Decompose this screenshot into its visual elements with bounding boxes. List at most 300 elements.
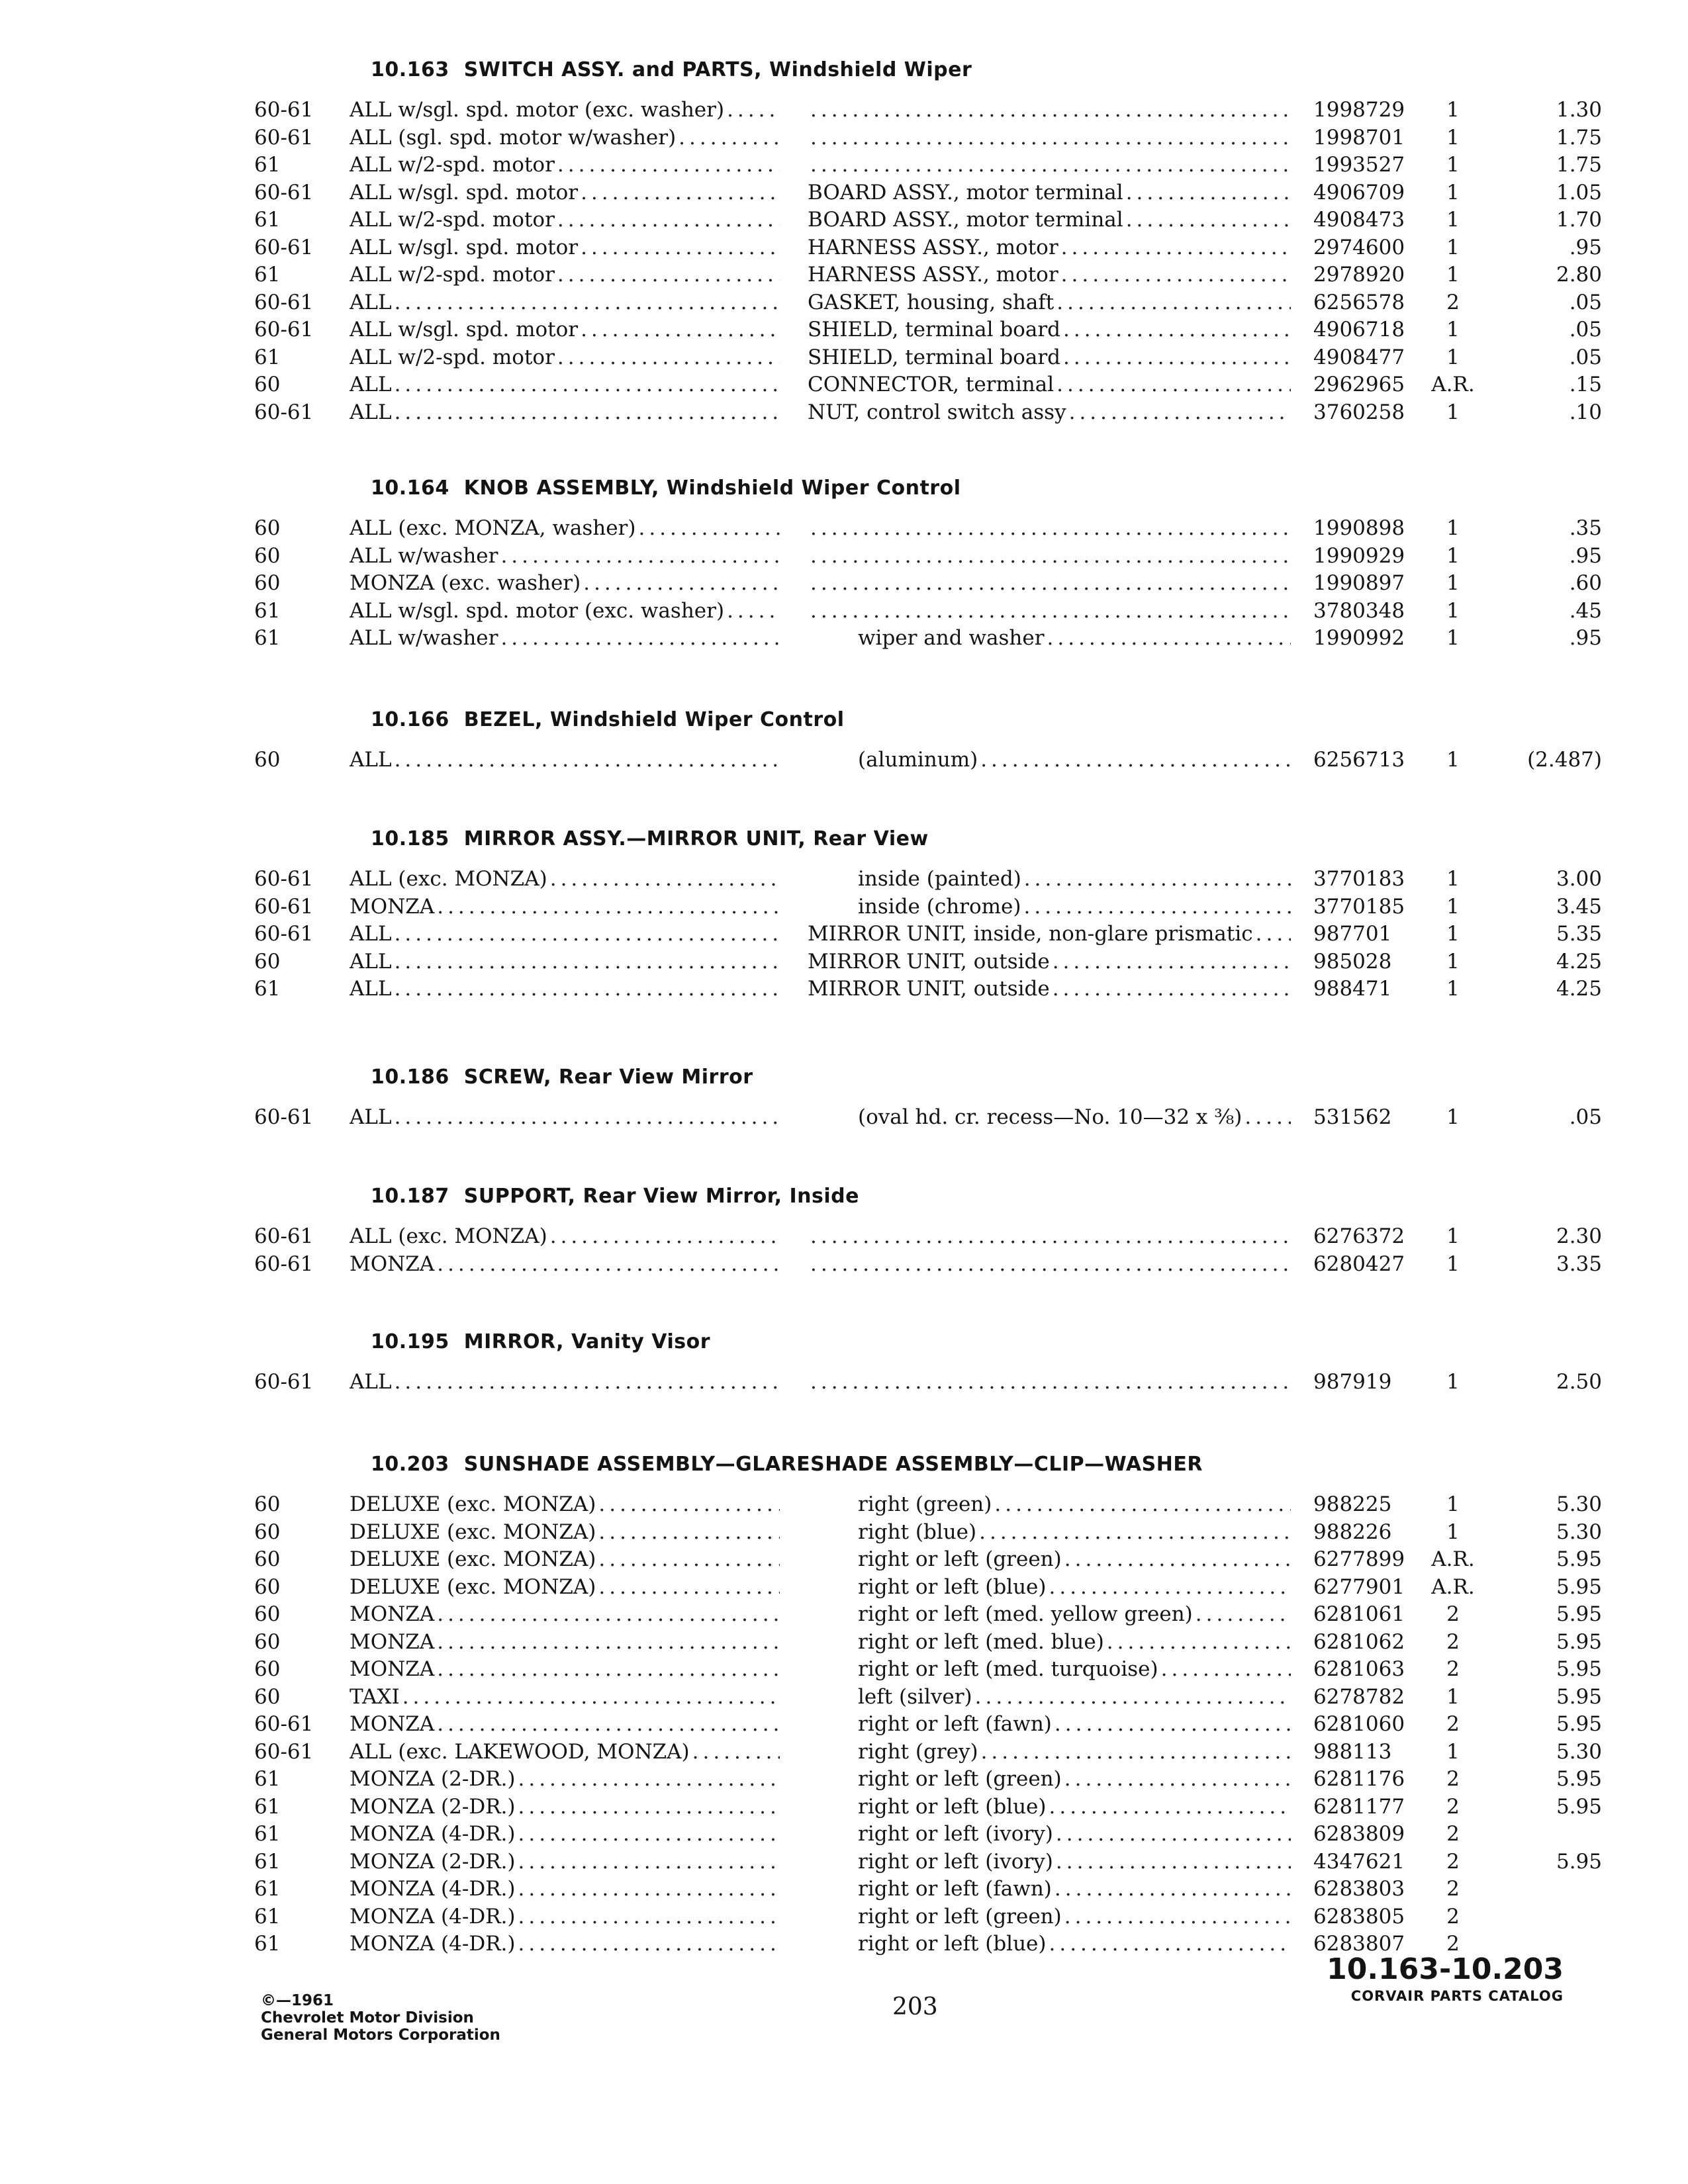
dot-leader [1055,1876,1291,1902]
model-application [350,570,780,596]
quantity: 1 [1446,516,1460,540]
section-number: 10.187 [371,1185,449,1208]
list-price: 5.95 [1556,1547,1602,1571]
part-description-text: right or left (fawn) [858,1877,1052,1901]
model-year: 61 [254,1877,281,1901]
model-year: 60-61 [254,318,314,341]
quantity: 1 [1446,571,1460,595]
quantity: 1 [1446,1685,1460,1709]
part-number: 3760258 [1313,400,1405,424]
quantity: 2 [1446,1795,1460,1819]
model-year: 61 [254,1822,281,1846]
model-year: 61 [254,1905,281,1929]
model-application-text: ALL [350,950,392,974]
table-row [0,1656,1688,1682]
dot-leader [692,1739,780,1765]
dot-leader [437,1601,780,1627]
list-price: 5.30 [1556,1740,1602,1764]
table-row [0,598,1688,624]
dot-leader [437,1656,780,1682]
section-number: 10.166 [371,708,449,731]
model-year: 60-61 [254,895,314,919]
model-year: 60 [254,373,281,396]
model-year: 60-61 [254,400,314,424]
dot-leader [1064,1766,1291,1792]
part-description [808,1848,1291,1875]
part-number: 1993527 [1313,153,1405,177]
dot-leader [1107,1629,1291,1655]
part-description [808,1766,1291,1792]
dot-leader [810,1223,1291,1250]
table-row [0,371,1688,398]
dot-leader [581,316,780,343]
dot-leader [1126,179,1291,206]
part-description-text: right or left (green) [858,1547,1062,1571]
quantity: 1 [1446,208,1460,232]
part-description-text: (oval hd. cr. recess—No. 10—32 x ⅜) [858,1105,1243,1129]
table-row [0,234,1688,261]
list-price: .05 [1569,291,1602,314]
list-price: 1.75 [1556,126,1602,150]
model-application-text: TAXI [350,1685,400,1709]
model-year: 60 [254,1575,281,1599]
model-application [350,261,780,288]
dot-leader [395,921,780,947]
section-heading [371,1330,710,1353]
section-heading [371,1453,1203,1476]
quantity: 1 [1446,748,1460,772]
dot-leader [1053,948,1291,975]
dot-leader [500,625,780,651]
dot-leader [395,948,780,975]
table-row [0,1491,1688,1518]
quantity: 1 [1446,181,1460,205]
model-application-text: ALL w/sgl. spd. motor [350,236,579,259]
list-price: 4.25 [1556,977,1602,1001]
quantity: 1 [1446,867,1460,891]
part-number: 6277901 [1313,1575,1405,1599]
dot-leader [437,1711,780,1737]
dot-leader [810,543,1291,569]
list-price: .95 [1569,626,1602,650]
part-description [808,1629,1291,1655]
dot-leader [975,1684,1291,1710]
dot-leader [437,1251,780,1277]
part-number: 6283807 [1313,1932,1405,1956]
table-row [0,1821,1688,1847]
dot-leader [518,1876,780,1902]
model-application [350,399,780,426]
model-application [350,1601,780,1627]
quantity: 1 [1446,126,1460,150]
dot-leader [598,1546,780,1572]
model-application-text: ALL w/2-spd. motor [350,345,555,369]
model-application [350,1876,780,1902]
part-number: 6281062 [1313,1630,1405,1654]
list-price: 3.00 [1556,867,1602,891]
model-application-text: MONZA (2-DR.) [350,1850,516,1874]
model-application [350,625,780,651]
list-price: .45 [1569,599,1602,623]
part-description [808,747,1291,773]
model-year: 61 [254,263,281,287]
model-application-text: MONZA (4-DR.) [350,1932,516,1956]
part-description [808,976,1291,1002]
model-year: 60-61 [254,867,314,891]
dot-leader [437,893,780,920]
model-year: 60 [254,1630,281,1654]
part-number: 4906709 [1313,181,1405,205]
part-description [808,1519,1291,1545]
part-description [808,570,1291,596]
section-title: SUPPORT, Rear View Mirror, Inside [463,1185,859,1208]
dot-leader [810,1369,1291,1395]
part-description [808,625,1291,651]
dot-leader [550,1223,780,1250]
model-application [350,1711,780,1737]
part-description-text: right or left (blue) [858,1932,1047,1956]
part-description-text: right or left (ivory) [858,1850,1053,1874]
model-year: 60-61 [254,1740,314,1764]
dot-leader [557,206,780,233]
quantity: 2 [1446,1877,1460,1901]
part-description-text: right or left (green) [858,1767,1062,1791]
dot-leader [402,1684,780,1710]
part-description-text: (aluminum) [858,748,978,772]
part-description-text: left (silver) [858,1685,972,1709]
part-description [808,1601,1291,1627]
dot-leader [1244,1104,1291,1130]
dot-leader [395,371,780,398]
quantity: 1 [1446,153,1460,177]
part-number: 1990992 [1313,626,1405,650]
list-price: 5.95 [1556,1795,1602,1819]
model-year: 60-61 [254,1252,314,1276]
model-application [350,1656,780,1682]
part-description-text: HARNESS ASSY., motor [808,236,1058,259]
part-description-text: MIRROR UNIT, outside [808,950,1050,974]
dot-leader [395,399,780,426]
dot-leader [557,152,780,178]
part-number: 985028 [1313,950,1392,974]
part-description-text: right (blue) [858,1520,977,1544]
model-application [350,1766,780,1792]
dot-leader [980,747,1291,773]
part-description [808,893,1291,920]
part-number: 6280427 [1313,1252,1405,1276]
part-description-text: inside (chrome) [858,895,1021,919]
table-row [0,1574,1688,1600]
part-description-text: CONNECTOR, terminal [808,373,1055,396]
dot-leader [518,1931,780,1957]
model-application-text: MONZA (2-DR.) [350,1795,516,1819]
dot-leader [1061,234,1291,261]
list-price: .05 [1569,345,1602,369]
model-application-text: ALL [350,291,392,314]
part-number: 6281063 [1313,1657,1405,1681]
section-number: 10.185 [371,827,449,850]
model-year: 60-61 [254,922,314,946]
dot-leader [1061,261,1291,288]
quantity: A.R. [1431,373,1475,396]
dot-leader [679,124,780,151]
table-row [0,948,1688,975]
model-application [350,1848,780,1875]
part-description-text: inside (painted) [858,867,1021,891]
table-row [0,1711,1688,1737]
model-year: 60-61 [254,1105,314,1129]
list-price: 1.05 [1556,181,1602,205]
model-application [350,543,780,569]
table-row [0,1903,1688,1930]
part-description [808,152,1291,178]
part-number: 987919 [1313,1370,1392,1394]
dot-leader [598,1574,780,1600]
list-price: 1.75 [1556,153,1602,177]
section-title: SUNSHADE ASSEMBLY—GLARESHADE ASSEMBLY—CLIP—WASHER [463,1453,1203,1476]
model-application-text: ALL [350,1370,392,1394]
catalog-title: CORVAIR PARTS CATALOG [1350,1988,1564,2004]
quantity: 2 [1446,1767,1460,1791]
model-application [350,97,780,123]
quantity: 1 [1446,318,1460,341]
part-number: 6281176 [1313,1767,1405,1791]
table-row [0,1766,1688,1792]
dot-leader [1063,344,1291,371]
part-number: 988471 [1313,977,1392,1001]
list-price: 5.95 [1556,1767,1602,1791]
model-year: 61 [254,977,281,1001]
quantity: 1 [1446,1492,1460,1516]
list-price: 5.30 [1556,1492,1602,1516]
list-price: 2.50 [1556,1370,1602,1394]
part-description-text: MIRROR UNIT, outside [808,977,1050,1001]
dot-leader [994,1491,1291,1518]
part-number: 531562 [1313,1105,1392,1129]
model-application-text: ALL w/2-spd. motor [350,153,555,177]
quantity: 2 [1446,1932,1460,1956]
dot-leader [1047,625,1291,651]
section-heading [371,477,961,500]
part-description [808,206,1291,233]
model-application-text: DELUXE (exc. MONZA) [350,1492,596,1516]
quantity: 2 [1446,1850,1460,1874]
table-row [0,1848,1688,1875]
model-year: 61 [254,1932,281,1956]
dot-leader [810,515,1291,541]
model-application [350,1369,780,1395]
model-application [350,948,780,975]
table-row [0,625,1688,651]
list-price: .95 [1569,544,1602,568]
part-description [808,1903,1291,1930]
table-row [0,1601,1688,1627]
part-description [808,1821,1291,1847]
table-row [0,206,1688,233]
quantity: 1 [1446,1740,1460,1764]
model-application [350,1739,780,1765]
list-price: .60 [1569,571,1602,595]
model-application [350,747,780,773]
quantity: 2 [1446,1630,1460,1654]
table-row [0,344,1688,371]
table-row [0,399,1688,426]
quantity: 1 [1446,626,1460,650]
part-description [808,179,1291,206]
dot-leader [395,1104,780,1130]
section-title: SWITCH ASSY. and PARTS, Windshield Wiper [463,58,972,81]
model-application-text: ALL [350,748,392,772]
model-application [350,893,780,920]
part-number: 2962965 [1313,373,1405,396]
table-row [0,570,1688,596]
part-description-text: right or left (fawn) [858,1712,1052,1736]
dot-leader [518,1848,780,1875]
list-price: 1.30 [1556,98,1602,122]
model-application [350,234,780,261]
part-description-text: BOARD ASSY., motor terminal [808,208,1123,232]
model-application [350,1684,780,1710]
list-price: 5.95 [1556,1657,1602,1681]
dot-leader [395,976,780,1002]
dot-leader [581,234,780,261]
model-application-text: MONZA [350,1657,435,1681]
part-description [808,866,1291,892]
part-description-text: right or left (blue) [858,1575,1047,1599]
dot-leader [500,543,780,569]
model-application [350,1574,780,1600]
table-row [0,261,1688,288]
dot-leader [810,598,1291,624]
list-price: 5.95 [1556,1712,1602,1736]
model-application [350,1104,780,1130]
part-number: 2974600 [1313,236,1405,259]
dot-leader [981,1739,1291,1765]
quantity: 2 [1446,1712,1460,1736]
quantity: A.R. [1431,1547,1475,1571]
model-application-text: MONZA [350,1712,435,1736]
model-application [350,1903,780,1930]
part-number: 6256578 [1313,291,1405,314]
table-row [0,1369,1688,1395]
list-price: 5.95 [1556,1850,1602,1874]
model-application [350,179,780,206]
part-description-text: right or left (med. yellow green) [858,1602,1193,1626]
dot-leader [598,1519,780,1545]
dot-leader [395,1369,780,1395]
part-number: 6281177 [1313,1795,1405,1819]
model-application-text: ALL [350,1105,392,1129]
part-number: 6277899 [1313,1547,1405,1571]
dot-leader [550,866,780,892]
model-application [350,344,780,371]
part-description [808,344,1291,371]
model-application-text: MONZA [350,1602,435,1626]
part-description-text: right or left (med. blue) [858,1630,1104,1654]
list-price [1489,1821,1602,1847]
dot-leader [583,570,780,596]
model-application-text: ALL w/2-spd. motor [350,208,555,232]
model-application [350,515,780,541]
part-description [808,598,1291,624]
part-description-text: HARNESS ASSY., motor [808,263,1058,287]
dot-leader [1126,206,1291,233]
model-application [350,976,780,1002]
dot-leader [1055,1711,1291,1737]
quantity: 1 [1446,1224,1460,1248]
part-description [808,371,1291,398]
model-application-text: ALL w/sgl. spd. motor [350,318,579,341]
part-number: 3770185 [1313,895,1405,919]
part-number: 6276372 [1313,1224,1405,1248]
list-price: 5.95 [1556,1575,1602,1599]
copyright-block [261,1992,500,2044]
part-number: 987701 [1313,922,1392,946]
model-year: 60-61 [254,126,314,150]
dot-leader [1069,399,1291,426]
page-number: 203 [892,1993,938,2021]
model-year: 60-61 [254,1370,314,1394]
list-price: 3.45 [1556,895,1602,919]
model-application-text: ALL w/sgl. spd. motor (exc. washer) [350,98,725,122]
copyright-corporation: General Motors Corporation [261,2026,500,2044]
part-description [808,399,1291,426]
list-price: 5.30 [1556,1520,1602,1544]
part-description-text: right or left (green) [858,1905,1062,1929]
list-price: .15 [1569,373,1602,396]
list-price: (2.487) [1527,748,1602,772]
model-year: 61 [254,1767,281,1791]
list-price: .05 [1569,1105,1602,1129]
table-row [0,866,1688,892]
section-title: MIRROR, Vanity Visor [463,1330,711,1353]
model-application-text: ALL w/sgl. spd. motor (exc. washer) [350,599,725,623]
model-application [350,1931,780,1957]
part-number: 988225 [1313,1492,1392,1516]
section-heading [371,708,845,731]
model-application [350,598,780,624]
model-application-text: ALL w/washer [350,544,498,568]
dot-leader [727,598,780,624]
model-application-text: DELUXE (exc. MONZA) [350,1575,596,1599]
section-heading [371,827,929,850]
model-year: 61 [254,1850,281,1874]
part-number: 6256713 [1313,748,1405,772]
list-price: .05 [1569,318,1602,341]
dot-leader [1049,1794,1291,1820]
quantity: 1 [1446,895,1460,919]
quantity: 2 [1446,1905,1460,1929]
part-number: 1990897 [1313,571,1405,595]
part-number: 1998729 [1313,98,1405,122]
part-number: 6283803 [1313,1877,1405,1901]
list-price [1489,1876,1602,1902]
part-number: 1990898 [1313,516,1405,540]
dot-leader [437,1629,780,1655]
part-description [808,543,1291,569]
section-number: 10.186 [371,1066,449,1089]
part-description-text: right (green) [858,1492,992,1516]
part-description [808,261,1291,288]
dot-leader [810,124,1291,151]
dot-leader [1024,866,1291,892]
list-price: 1.70 [1556,208,1602,232]
list-price: .10 [1569,400,1602,424]
model-year: 60-61 [254,236,314,259]
part-number: 1998701 [1313,126,1405,150]
part-description-text: GASKET, housing, shaft [808,291,1055,314]
part-description [808,1223,1291,1250]
